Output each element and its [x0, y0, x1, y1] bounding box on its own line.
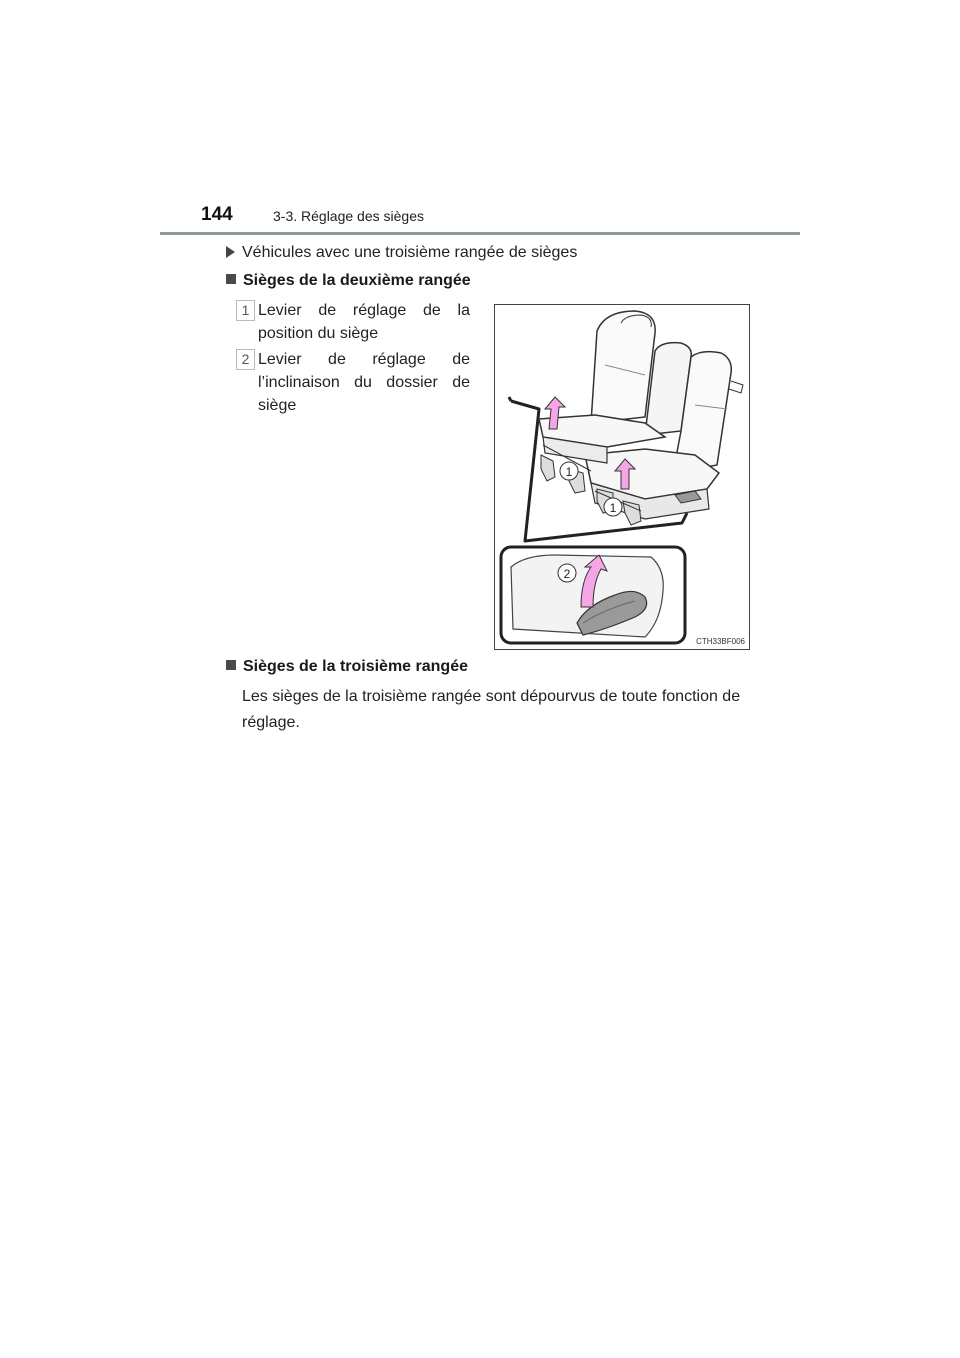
vehicle-condition: [226, 244, 577, 262]
seat-illustration: [494, 304, 750, 650]
seat-drawing: [495, 305, 749, 649]
header-rule: [160, 232, 800, 235]
vehicle-condition-text: Véhicules avec une troisième rangée de sièges: [242, 244, 578, 261]
callout-number: 1: [236, 300, 255, 321]
callout-number: 2: [236, 349, 255, 370]
callout-item-2: [242, 348, 470, 417]
callout-text: Levier de réglage de la position du siège: [258, 302, 470, 342]
callout-text: Levier de réglage de l’inclinaison du dossier de siège: [258, 351, 470, 414]
page-number: 144: [201, 204, 233, 225]
callout-item-1: [242, 299, 470, 345]
overview-label-1b: 1: [609, 501, 617, 515]
third-row-description: Les sièges de la troisième rangée sont dépourvus de toute fonction de réglage.: [242, 688, 741, 731]
square-bullet-icon: [226, 274, 236, 284]
inset-label-2: 2: [563, 567, 571, 581]
third-row-heading: [226, 658, 468, 676]
square-bullet-icon: [226, 660, 236, 670]
overview-label-1a: 1: [565, 465, 573, 479]
section-title: 3-3. Réglage des sièges: [273, 208, 424, 224]
third-row-heading-text: Sièges de la troisième rangée: [243, 658, 468, 675]
second-row-heading-text: Sièges de la deuxième rangée: [243, 272, 471, 289]
figure-code: CTH33BF006: [696, 637, 745, 646]
triangle-bullet-icon: [226, 246, 235, 258]
second-row-heading: [226, 272, 471, 290]
